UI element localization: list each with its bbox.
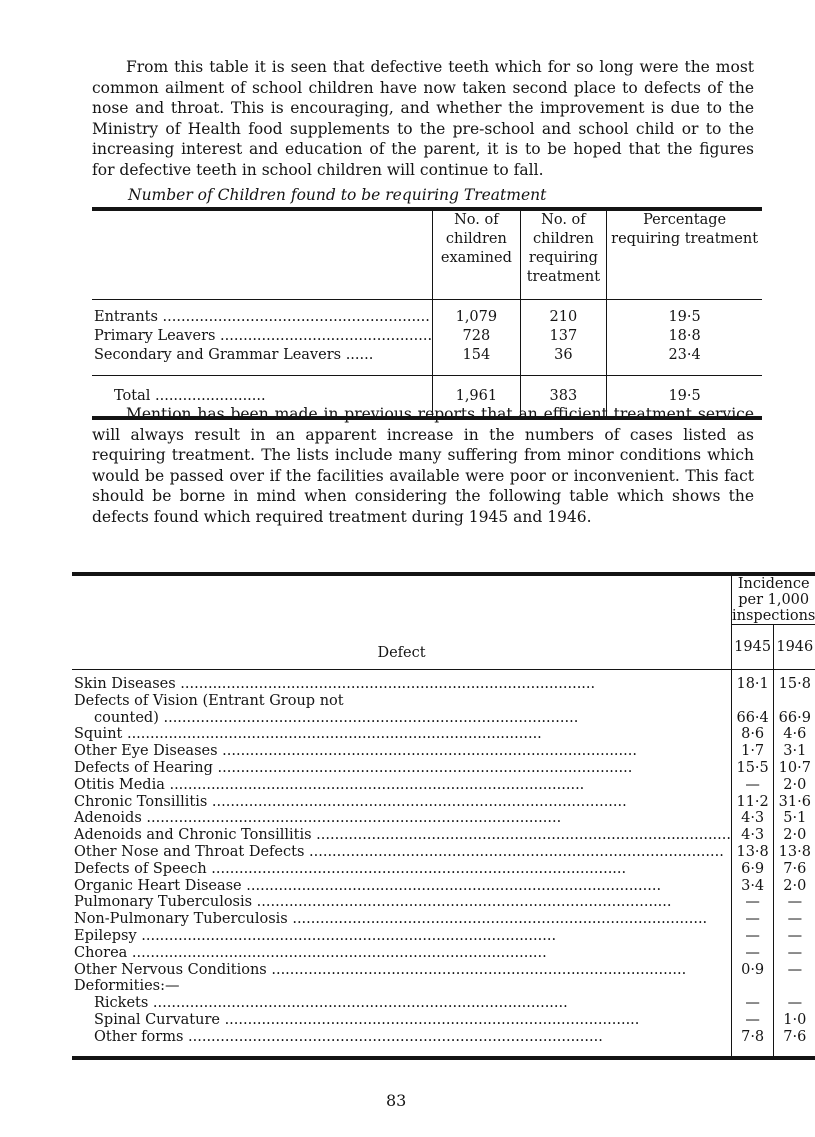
- table-row: [72, 878, 815, 895]
- cell-y1945: 1·7: [732, 743, 774, 760]
- header-examined: No. of children examined: [433, 209, 521, 300]
- cell-y1946: [774, 693, 815, 710]
- cell-y1945: —: [732, 928, 774, 945]
- table-row: [92, 327, 762, 346]
- table-row: [72, 710, 815, 727]
- header-percentage: Percentage requiring treatment: [607, 209, 762, 300]
- defect-label: Other Nose and Throat Defects ..........................................................................................: [74, 843, 724, 860]
- header-requiring: No. of children requiring treatment: [520, 209, 607, 300]
- header-year-1945: 1945: [732, 625, 774, 670]
- defect-label: [72, 693, 732, 710]
- cell-y1945: —: [732, 894, 774, 911]
- defect-label: Other Nervous Conditions ..........................................................................................: [74, 961, 687, 978]
- table-row: [72, 928, 815, 945]
- cell-y1946: —: [774, 928, 815, 945]
- intro-paragraph: From this table it is seen that defective teeth which for so long were the most common ailment of school children have now taken second place to defects of the nose and throat. This is encouraging, and whether the improvement is due to the Ministry of Health food supplements to the pre-school and school child or to the increasing interest and education of the parent, it is to be hoped that the figures for defective teeth in school children will continue to fall.: [92, 58, 754, 179]
- cell-y1946: —: [774, 945, 815, 962]
- table-row: [72, 861, 815, 878]
- row-label-primary-leavers: Primary Leavers ..............................................: [94, 328, 433, 344]
- cell-y1946: 7·6: [774, 1029, 815, 1058]
- defect-label: Spinal Curvature ..........................................................................................: [94, 1011, 640, 1028]
- header-incidence: Incidence per 1,000 inspections: [732, 576, 815, 624]
- defect-label: Defects of Hearing ..........................................................................................: [74, 759, 633, 776]
- cell-y1946: 13·8: [774, 844, 815, 861]
- defect-label: Skin Diseases ..........................................................................................: [74, 676, 596, 692]
- defect-label-text: Otitis Media: [74, 776, 165, 793]
- table-row: [72, 794, 815, 811]
- cell-y1945: [732, 978, 774, 995]
- defect-label: Defects of Speech ..........................................................................................: [74, 860, 627, 877]
- table-row: [72, 978, 815, 995]
- defect-label-text: Chorea: [74, 944, 128, 961]
- cell-y1946: —: [774, 962, 815, 979]
- defect-label: [72, 978, 732, 995]
- cell-y1945: 66·4: [732, 710, 774, 727]
- cell-y1946: 2·0: [774, 777, 815, 794]
- cell-examined: 154: [433, 346, 521, 376]
- cell-y1945: —: [732, 777, 774, 794]
- cell-y1945: 3·4: [732, 878, 774, 895]
- defect-label-text: Defects of Hearing: [74, 759, 213, 776]
- table-row: [72, 844, 815, 861]
- table-row: [72, 894, 815, 911]
- cell-y1946: 66·9: [774, 710, 815, 727]
- table-row: [72, 945, 815, 962]
- table1-caption: Number of Children found to be requiring Treatment: [128, 186, 547, 204]
- cell-percentage: 23·4: [607, 346, 762, 376]
- cell-y1946: 3·1: [774, 743, 815, 760]
- table-row: [72, 693, 815, 710]
- table-row: [92, 346, 762, 376]
- defect-label-text: Other Nervous Conditions: [74, 961, 267, 978]
- cell-y1945: [732, 693, 774, 710]
- cell-y1945: —: [732, 945, 774, 962]
- defect-label: Rickets ..........................................................................................: [94, 995, 568, 1012]
- cell-y1945: 6·9: [732, 861, 774, 878]
- defect-label-text: Defects of Speech: [74, 860, 207, 877]
- cell-total-percentage: 19·5: [607, 376, 762, 419]
- table-row: [72, 911, 815, 928]
- cell-y1945: —: [732, 995, 774, 1012]
- table-row: [72, 726, 815, 743]
- cell-y1945: 18·1: [732, 670, 774, 693]
- cell-y1945: 8·6: [732, 726, 774, 743]
- table-row: [72, 995, 815, 1012]
- defect-label-text: counted): [94, 709, 159, 726]
- cell-y1946: 5·1: [774, 810, 815, 827]
- row-label-entrants: Entrants ..........................................................: [94, 309, 430, 325]
- defect-label-text: Chronic Tonsillitis: [74, 793, 208, 810]
- defects-incidence-table: [72, 572, 815, 1060]
- defect-label-text: Pulmonary Tuberculosis: [74, 894, 253, 911]
- defect-label-text: Other forms: [94, 1028, 184, 1045]
- row-label-total: Total ........................: [92, 376, 433, 419]
- defect-label: Adenoids ..........................................................................................: [74, 810, 562, 827]
- table-row: [72, 777, 815, 794]
- table-row: [72, 760, 815, 777]
- defect-label-text: Other Eye Diseases: [74, 743, 218, 760]
- cell-requiring: 210: [520, 300, 607, 328]
- defect-label-text: Adenoids: [74, 810, 142, 827]
- table-row: [72, 1012, 815, 1029]
- defect-label-text: Epilepsy: [74, 927, 137, 944]
- cell-y1945: 4·3: [732, 827, 774, 844]
- cell-y1946: 2·0: [774, 827, 815, 844]
- cell-y1945: 13·8: [732, 844, 774, 861]
- defect-label-text: Organic Heart Disease: [74, 877, 242, 894]
- defects-table-body: [72, 670, 815, 1058]
- cell-total-requiring: 383: [520, 376, 607, 419]
- cell-examined: 728: [433, 327, 521, 346]
- cell-y1946: —: [774, 894, 815, 911]
- cell-percentage: 19·5: [607, 300, 762, 328]
- mention-paragraph: Mention has been made in previous reports that an efficient treatment service will always result in an apparent increase in the numbers of cases listed as requiring treatment. The lists include many suffering from minor conditions which would be passed over if the facilities available were poor or inconvenient. This fact should be borne in mind when considering the following table which shows the defects found which required treatment during 1945 and 1946.: [92, 405, 754, 526]
- cell-y1946: 1·0: [774, 1012, 815, 1029]
- defect-label: counted) ..........................................................................................: [94, 709, 579, 726]
- defect-label: Squint ..........................................................................................: [74, 726, 542, 743]
- defect-label-text: Skin Diseases: [74, 676, 176, 692]
- defect-label-text: Deformities:—: [74, 978, 180, 995]
- defect-label: Organic Heart Disease ..........................................................................................: [74, 877, 662, 894]
- defect-label-text: Defects of Vision (Entrant Group not: [74, 692, 344, 709]
- cell-requiring: 137: [520, 327, 607, 346]
- defect-label: Other forms ..........................................................................................: [94, 1028, 603, 1045]
- children-treatment-table: [92, 207, 762, 420]
- defect-label: Chronic Tonsillitis ..........................................................................................: [74, 793, 627, 810]
- header-year-1946: 1946: [774, 625, 815, 670]
- cell-y1946: —: [774, 911, 815, 928]
- cell-y1945: 15·5: [732, 760, 774, 777]
- defect-label: Adenoids and Chronic Tonsillitis ..........................................................................................: [74, 827, 731, 844]
- defect-label-text: Non-Pulmonary Tuberculosis: [74, 911, 288, 928]
- defect-label: Other Eye Diseases ..........................................................................................: [74, 743, 637, 760]
- table-row: [72, 810, 815, 827]
- cell-y1946: 7·6: [774, 861, 815, 878]
- cell-y1945: 0·9: [732, 962, 774, 979]
- defect-label-text: Other Nose and Throat Defects: [74, 843, 305, 860]
- table-row: [72, 743, 815, 760]
- table-row: [72, 827, 815, 844]
- cell-y1946: 4·6: [774, 726, 815, 743]
- row-label-secondary-grammar: Secondary and Grammar Leavers ......: [94, 347, 374, 363]
- table-row: [72, 962, 815, 979]
- cell-examined: 1,079: [433, 300, 521, 328]
- cell-y1946: [774, 978, 815, 995]
- cell-requiring: 36: [520, 346, 607, 376]
- cell-y1945: —: [732, 911, 774, 928]
- cell-y1946: 15·8: [774, 670, 815, 693]
- cell-percentage: 18·8: [607, 327, 762, 346]
- cell-y1945: —: [732, 1012, 774, 1029]
- cell-y1946: 2·0: [774, 878, 815, 895]
- defect-label: Pulmonary Tuberculosis ..........................................................................................: [74, 894, 672, 911]
- defect-label: Epilepsy ..........................................................................................: [74, 927, 557, 944]
- cell-y1945: 7·8: [732, 1029, 774, 1058]
- header-defect: Defect: [72, 574, 732, 670]
- table-row: [72, 1029, 815, 1058]
- table-row: [72, 670, 815, 693]
- cell-y1946: 31·6: [774, 794, 815, 811]
- defect-label: Otitis Media ..........................................................................................: [74, 776, 585, 793]
- cell-y1946: 10·7: [774, 760, 815, 777]
- cell-total-examined: 1,961: [433, 376, 521, 419]
- defect-label: Chorea ..........................................................................................: [74, 944, 547, 961]
- defect-label-text: Rickets: [94, 995, 149, 1012]
- defect-label-text: Squint: [74, 726, 123, 743]
- table-row: [92, 300, 762, 328]
- cell-y1946: —: [774, 995, 815, 1012]
- table1-blank-header: [92, 209, 433, 300]
- cell-y1945: 4·3: [732, 810, 774, 827]
- defect-label: Non-Pulmonary Tuberculosis ..........................................................................................: [74, 911, 708, 928]
- defect-label-text: Spinal Curvature: [94, 1011, 220, 1028]
- cell-y1945: 11·2: [732, 794, 774, 811]
- page-number: 83: [386, 1091, 407, 1110]
- defect-label-text: Adenoids and Chronic Tonsillitis: [74, 827, 312, 844]
